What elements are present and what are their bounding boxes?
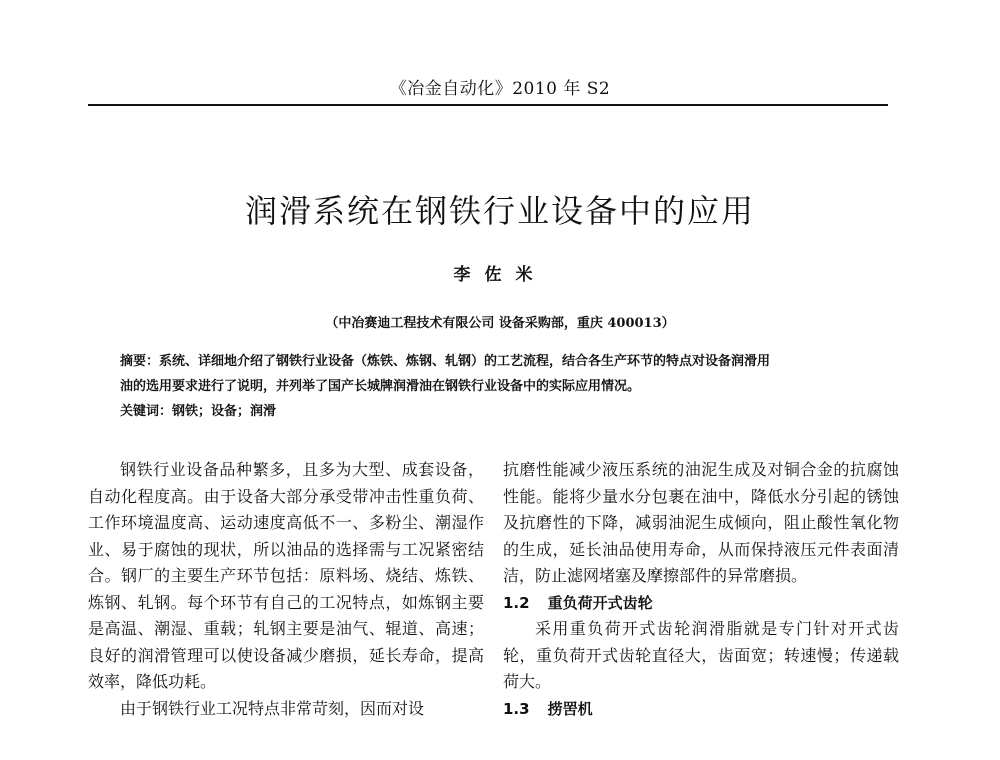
section-title: 捞罟机	[547, 699, 593, 718]
section-title: 重负荷开式齿轮	[547, 593, 653, 612]
right-column	[503, 457, 899, 722]
author-name: 李佐米	[453, 265, 547, 285]
body-paragraph: 由于钢铁行业工况特点非常苛刻，因而对设	[120, 698, 425, 718]
journal-header: 《冶金自动化》2010 年 S2	[389, 79, 611, 99]
body-paragraph: 抗磨性能减少液压系统的油泥生成及对铜合金的抗腐蚀性能。能将少量水分包裹在油中，降低水分引起的锈蚀及抗磨性的下降，减弱油泥生成倾向，阻止酸性氧化物的生成，延长油品使用寿命，从而保持液压元件表面清洁，防止滤网堵塞及摩擦部件的异常磨损。	[503, 460, 899, 585]
abstract-line-1: 摘要：系统、详细地介绍了钢铁行业设备（炼铁、炼钢、轧钢）的工艺流程，结合各生产环节的特点对设备润滑用	[120, 354, 771, 369]
body-paragraph: 钢铁行业设备品种繁多，且多为大型、成套设备，自动化程度高。由于设备大部分承受带冲击性重负荷、工作环境温度高、运动速度高低不一、多粉尘、潮湿作业、易于腐蚀的现状，所以油品的选择需与工况紧密结合。钢厂的主要生产环节包括：原料场、烧结、炼铁、炼钢、轧钢。每个环节有自己的工况特点，如炼钢主要是高温、潮湿、重载；轧钢主要是油气、辊道、高速；良好的润滑管理可以使设备减少磨损，延长寿命，提高效率，降低功耗。	[88, 460, 484, 691]
paper-title: 润滑系统在钢铁行业设备中的应用	[244, 192, 755, 230]
section-heading-1-2	[503, 590, 899, 617]
section-number: 1.3	[503, 699, 530, 718]
abstract-block	[120, 349, 880, 424]
abstract-line-2: 油的选用要求进行了说明，并列举了国产长城牌润滑油在钢铁行业设备中的实际应用情况。	[120, 379, 641, 394]
left-column	[88, 457, 484, 722]
body-paragraph: 采用重负荷开式齿轮润滑脂就是专门针对开式齿轮，重负荷开式齿轮直径大，齿面宽；转速慢；传递载荷大。	[503, 619, 899, 691]
keywords: 关键词：钢铁；设备；润滑	[120, 404, 277, 419]
section-heading-1-3	[503, 696, 899, 723]
header-rule	[88, 104, 888, 106]
section-number: 1.2	[503, 593, 530, 612]
author-affiliation: （中冶赛迪工程技术有限公司 设备采购部，重庆 400013）	[325, 316, 675, 331]
